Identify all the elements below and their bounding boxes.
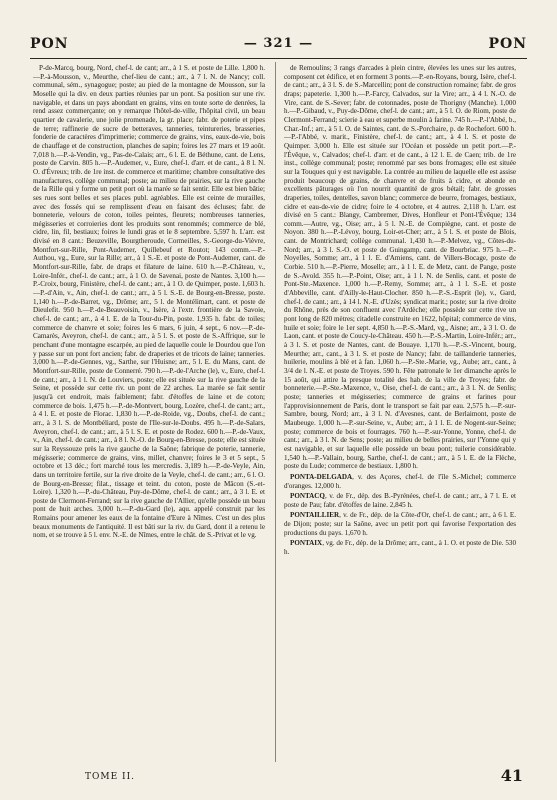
entry-pontacq — [284, 492, 516, 509]
entry-headword: PONTAILLIER — [290, 511, 340, 520]
column-divider — [275, 62, 276, 762]
left-column — [33, 64, 265, 760]
entry-pontaillier — [284, 511, 516, 537]
entry-text: , vg. de Fr., dép. de la Drôme; arr., cant., à 1. O. et poste de Die. 530 h. — [284, 539, 516, 557]
entry-text: , v. de Fr., dép. de la Côte-d'Or, chef-l. de cant.; arr., à 6 l. E. de Dijon; poste; sur la Saône, avec un petit port qui favorise l'exportation des productions du pays. 1,670 h. — [284, 511, 516, 537]
entry-ponta-delgada — [284, 473, 516, 490]
signature-mark: 41 — [500, 766, 523, 785]
left-column-text: P-de-Marcq, bourg, Nord, chef-l. de cant; arr., à 1 S. et poste de Lille. 1,800 h.—P.-à-Mousson, v., Meurthe, chef-lieu de cant.; arr., à 7 l. N. de Nancy; coll. communal, sém., synagogue; poste; au pied de la montagne de Mousson, sur la Moselle qui la div. en deux parties réunies par un pont. Sa position sur une riv. navigable, et dans un pays abondant en grains, vins en toute sorte de denrées, la rend assez commerçante; on y remarque l'hôtel-de-ville, l'hôpital civil, un beau quartier de cavalerie, une jolie promenade, la gr. place; fabr. de poterie et pipes de terre; raffinerie de sucre de betteraves, tanneries, teintureries, brasseries, fonderie de caractères d'imprimerie; commerce de grains, vins, eaux-de-vie, bois de chauffage et de construction, planches de sapin; foires les 27 mars et 19 août. 7,018 h.—P.-à-Vendin, vg., Pas-de-Calais; arr., 6 l. E. de Béthune, cant. de Lens, poste de Carvin. 805 h.—P.-Audemer, v., Eure, chef-l. d'arr. et de cant., à 8 l. N. O. d'Évreux; trib. de 1re inst. de commerce et maritime; chambre consultative des manufactures, collège communal; poste; au milieu de prairies, sur la rive gauche de la Rille qui y forme un petit port où la marée se fait sentir. Elle est bien bâtie; ses rues sont belles et ses places publ. agréables. Elle est ceinte de murailles, avec des fossés qui se remplissent d'eau en faisant des écluses; fabr. de bonneterie, velours de coton, toiles peintes, fleurets; nombreuses tanneries, mégisseries et corroieries dont les produits sont renommés; commerce de blé, cidre, lin, fil, bestiaux; foires le lundi gras et le 8 septembre. 5,597 h. L'arr. est divisé en 8 cant.: Beuzeville, Bourgtheroude, Cormeilles, S.-George-du-Vièvre, Montfort-sur-Rille, Pont-Audemer, Quillebeuf et Routot; 143 comm.—P.-Authou, vg., Eure, sur la Rille; arr., à 1 S.-E. et poste de Pont-Audemer, cant. de Montfort-sur-Rille, fabr. de draps et filature de laine. 610 h.—P.-Château, v., Loire-Infér., chef-l. de cant.; arr., à 1 O. de Savenai, poste de Nantes. 3,100 h.—P.-Croix, bourg, Finistère, chef-l. de cant.; arr., à 1 O. de Quimper, poste. 1,603 h.—P.-d'Ain, v., Ain, chef-l. de cant.; arr., à 5 l. S.-E. de Bourg-en-Bresse, poste. 1,140 h.—P.-de-Barret, vg., Drôme; arr., 5 l. de Montélimart, cant. et poste de Dieulefit. 950 h.—P.-de-Beauvoisin, v., Isère, à l'extr. frontière de la Savoie, chef-l. de cant.; arr., à 4 l. E. de la Tour-du-Pin, poste. 1,935 h. fabr. de toiles; commerce de chanvre et soie; foires les 6 mars, 6 juin, 4 sept., 6 nov.—P.-de-Camarès, Aveyron, chef-l. de cant.; arr., à 5 l. S. et poste de S.-Affrique, sur le penchant d'une montagne escarpée, au pied de laquelle coule le Dourdou que l'on y passe sur un pont fort ancien; fabr. de draperies et de tricots de laine; tanneries. 3,000 h.—P.-de-Gennes, vg., Sarthe, sur l'Huisne; arr., 5 l. E. du Mans, cant. de Montfort-sur-Rille, poste de Connerré. 790 h.—P.-de-l'Arche (le), v., Eure, chef-l. de cant.; arr., à 1 l. N. de Louviers, poste; elle est située sur la rive gauche de la Seine, et possède sur cette riv. un pont de 22 arches. La marée se fait sentir jusqu'à cet endroit, mais faiblement; fabr. d'étoffes de laine et de coton; commerce de bois. 1,475 h.—P.-de-Montvert, bourg, Lozère, chef-l. de cant.; arr., à 4 l. E. et poste de Florac. 1,830 h.—P.-de-Roide, vg., Doubs, chef-l. de cant.; arr., à 3 l. S. de Montbéliard, poste de l'Ile-sur-le-Doubs. 495 h.—P.-de-Salars, Aveyron, chef-l. de cant.; arr., à 5 l. S. E. et poste de Rodez. 600 h.—P.-de-Vaux, v., Ain, chef-l. de cant.; arr., à 8 l. N.-O. de Bourg-en-Bresse, poste; elle est située sur la Reyssouze près la rive gauche de la Saône; fabrique de poterie, tannerie, mégisserie; commerce de grains, vins, millet, chanvre; foires le 3 et 5 sept., 5 octobre et 13 déc.; fort marché tous les mercredis. 3,189 h.—P.-de-Veyle, Ain, dans un territoire fertile, sur la rive droite de la Veyle, chef-l. de cant.; arr., 6 l. O. de Bourg-en-Bresse; filat., tissage et teint. du coton, poste de Mâcon (S.-et-Loire). 1,320 h.—P.-du-Château, Puy-de-Dôme, chef-l. de cant.; arr., à 3 l. E. et poste de Clermont-Ferrand; sur la rive gauche de l'Allier, qu'elle possède un beau pont de huit arches. 3,000 h.—P.-du-Gard (le), aqu. appelé construit par les Romains pour amener les eaux de la fontaine d'Eure à Nîmes. C'est un des plus beaux monuments de l'antiquité. Il est bâti sur la riv. du Gard, dont il a retenu le nom, et se trouve à 5 l. env. N.-E. de Nîmes, entre le chât. de S.-Privat et le vg. — [33, 64, 265, 540]
entry-pontaix — [284, 539, 516, 556]
header-right-word: PON — [488, 36, 527, 52]
header-left-word: PON — [30, 36, 69, 52]
entry-text: , v. de Fr., dép. des B.-Pyrénées, chef-l. de cant.; arr., à 7 l. E. et poste de Pau; fabr. d'étoffes de laine. 2,845 h. — [284, 492, 516, 509]
page-header — [30, 36, 527, 54]
header-rule — [30, 58, 527, 59]
entry-headword: PONTAIX — [290, 539, 323, 548]
entry-headword: PONTACQ — [290, 492, 325, 501]
page-number: — 321 — — [243, 36, 314, 51]
entry-text: , v. des Açores, chef-l. de l'île S.-Michel; commerce d'oranges. 12,000 h. — [284, 472, 516, 490]
right-column-intro: de Remoulins; 3 rangs d'arcades à plein cintre, élevées les unes sur les autres, composent cet édifice, et en forment 3 ponts.—P.-en-Royans, bourg, Isère, chef-l. de cant.; arr., à 3 l. S. de S.-Marcellin; pont de construction romaine; fabr. de gros draps; papeterie. 1,300 h.—P.-Farcy, Calvados, sur la Vire; arr., à 4 l. N.-O. de Vire, cant. de S.-Sever; fabr. de cotonnades, poste de Thorigny (Manche). 1,000 h.—P.-Gibaud, v., Puy-de-Dôme, chef-l. de cant.; arr., à 5 l. O. de Riom, poste de Clermont-Ferrand; scierie à eau et superbe moulin à farine. 745 h.—P.-l'Abbé, b., Char.-Inf.; arr., à 5 l. O. de Saintes, cant. de S.-Porchaire, p. de Rochefort. 600 h.—P.-l'Abbé, v. marit., Finistère, chef-l. de cant.; arr., à 4 l. S. et poste de Quimper. 3,000 h. Elle est située sur l'Océan et possède un petit port.—P.-l'Évêque, v., Calvados; chef-l. d'arr. et de cant., à 12 l. E. de Caen; trib. de 1re inst., collège communal; poste; renommé par ses bons fromages; elle est située sur la Touques qui y est navigable. La contrée au milieu de laquelle elle est assise produit beaucoup de grains, de chanvre et de fruits à cidre, et abonde en excellents pâturages où l'on nourrit quantité de gros bétail; fabr. de grosses draperies, toiles, dentelles, savon blanc; commerce de beurre, fromages, bestiaux, cidre et eau-de-vie de cidre; foire le 4 octobre, et 4 autres. 2,118 h. L'arr. est divisé en 5 cant.: Blangy, Cambremer, Dives, Honfleur et Pont-l'Évêque; 134 comm.—Autre, vg., Oise; arr., à 5 l. N.-E. de Compiègne, cant. et poste de Noyon. 380 h.—P.-Lévoy, bourg, Loir-et-Cher; arr., à 5 l. S. et poste de Blois, cant. de Montrichard; collège communal. 1,430 h.—P.-Melvez, vg., Côtes-du-Nord; arr., à 3 l. S.-O. et poste de Guingamp, cant. de Bourbriac. 975 h.—P.-Noyelles, Somme; arr., à 1 l. E. d'Amiens, cant. de Villers-Bocage, poste de Corbie. 510 h.—P.-Pierre, Moselle; arr., à 1 l. E. de Metz, cant. de Pange, poste de S.-Avold. 355 h.—P.-Point, Oise; arr., à 1 l. N. de Senlis, cant. et poste de Pont-Ste.-Maxence. 1,000 h.—P.-Remy, Somme; arr., à 1 l. S.-E. et poste d'Abbeville, cant. d'Ailly-le-Haut-Clocher. 850 h.—P.-S.-Esprit (le), v., Gard, chef-l. de cant.; arr., à 14 l. N.-E. d'Uzès; syndicat marit.; poste; sur la rive droite du Rhône, près de son confluent avec l'Ardèche; elle possède sur cette rive un pont long de 820 mètres; citadelle construite en 1622, hôpital; commerce de vins, huile et soie; foire le 1er sept. 4,850 h.—P.-S.-Mard, vg., Aisne; arr., à 3 l. O. de Laon, cant. et poste de Coucy-le-Château. 450 h.—P.-S.-Martin, Loire-Infér.; arr., à 3 l. S. et poste de Nantes, cant. de Bouaye. 1,170 h.—P.-S.-Vincent, bourg, Meurthe; arr., cant., à 3 l. S. et poste de Nancy; fabr. de taillanderie tanneries, huilerie, moulins à blé et à fan. 1,060 h.—P.-Ste.-Marie, vg., Aube; arr., cant., à 3/4 de l. N.-E. et poste de Troyes. 590 h. Fête patronale le 1er dimanche après le 15 août, qui attire la presque totalité des hab. de la ville de Troyes; fabr. de bonneterie.—P.-Ste.-Maxence, v., Oise, chef-l. de cant.; arr., à 3 l. N. de Senlis; poste; tanneries et mégisseries; commerce de grains et farines pour l'approvisionnement de Paris, dont le transport se fait par eau. 2,575 h.—P.-sur-Sambre, bourg, Nord; arr., à 3 l. N. d'Avesnes, cant. de Berlaimont, poste de Maubeuge. 1,000 h.—P.-sur-Seine, v., Aube; arr., à 1 l. E. de Nogent-sur-Seine; poste; commerce de bois et fourrages. 760 h.—P.-sur-Yonne, Yonne, chef-l. de cant.; arr., à 3 l. N. de Sens; poste; au milieu de belles prairies, sur l'Yonne qui y est navigable, et sur laquelle elle possède un beau pont; tuilerie considérable. 1,540 h.—P.-Vallain, bourg, Sarthe, chef-l. de cant.; arr., à 5 l. E. de la Flèche, poste du Lude; commerce de bestiaux. 1,800 h. — [284, 64, 516, 471]
entry-headword: PONTA-DELGADA — [290, 472, 353, 481]
page-footer — [30, 766, 527, 788]
volume-label: TOME II. — [85, 772, 135, 782]
right-column — [284, 64, 516, 760]
